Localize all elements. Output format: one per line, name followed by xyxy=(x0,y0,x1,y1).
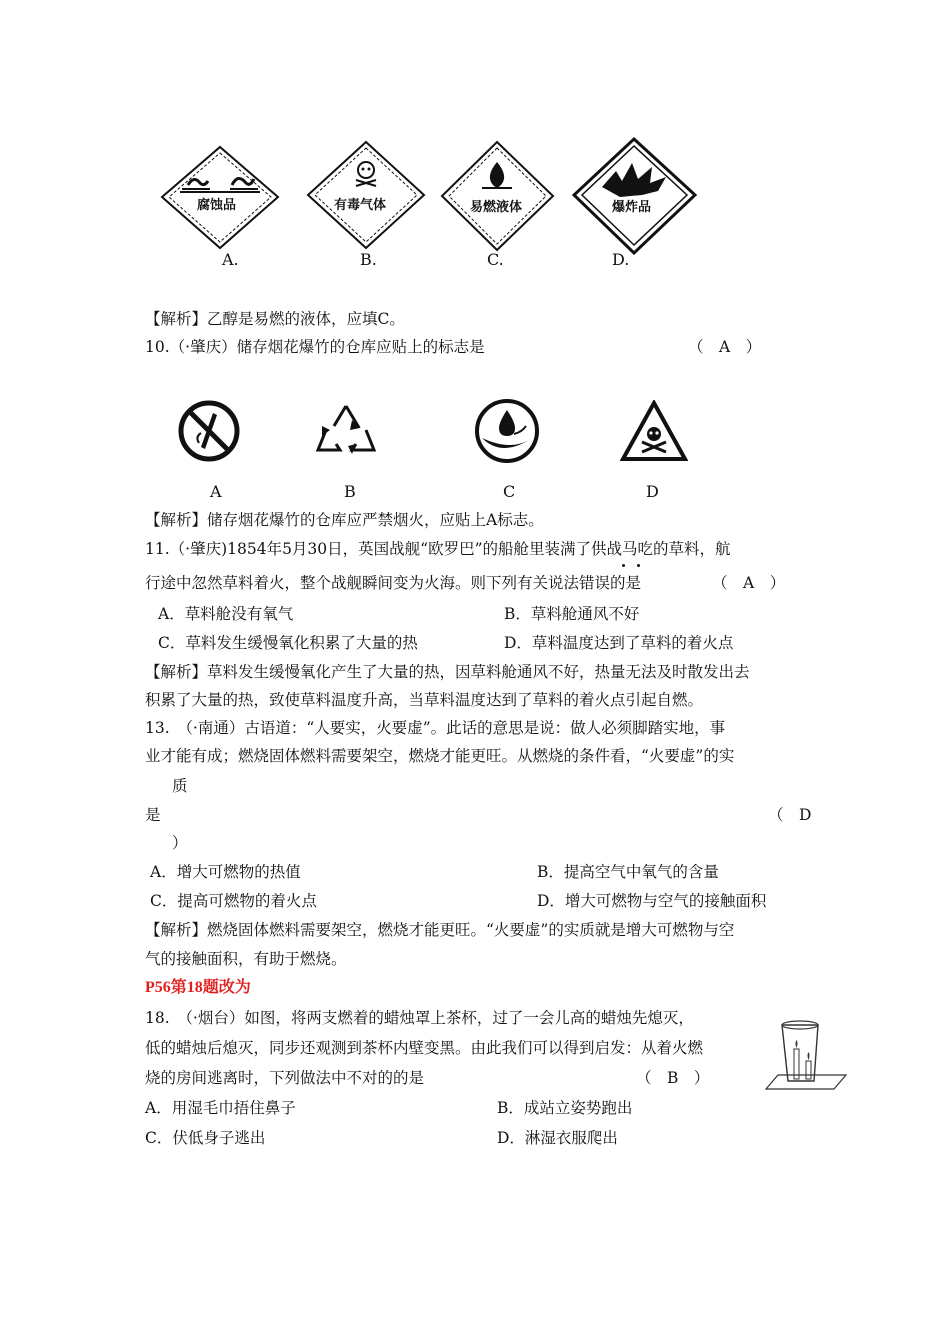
q11-option-d: D．草料温度达到了草料的着火点 xyxy=(504,634,734,652)
q13-analysis-line1: 【解析】燃烧固体燃料需要架空，燃烧才能更旺。“火要虚”的实质就是增大可燃物与空 xyxy=(145,921,735,939)
q13-answer-close: ） xyxy=(172,834,188,852)
no-fire-sign-icon xyxy=(177,399,241,463)
q18-answer: （ B ） xyxy=(636,1069,710,1087)
poison-sign-icon xyxy=(620,400,688,462)
q18-line3: 烧的房间逃离时，下列做法中不对的的是 xyxy=(145,1069,425,1087)
q13-line1: 13. （·南通）古语道：“人要实，火要虚”。此话的意思是说：做人必须脚踏实地，事 xyxy=(145,719,726,737)
q11-answer: （ A ） xyxy=(712,574,786,592)
water-drop-sign-icon xyxy=(472,398,542,464)
q11-line2: 行途中忽然草料着火，整个战舰瞬间变为火海。则下列有关说法错误的是 xyxy=(145,574,642,592)
q18-option-c: C．伏低身子逃出 xyxy=(145,1129,266,1147)
hazard-letter-d: D. xyxy=(612,250,630,269)
hazard-label-flammable-liquid: 易燃液体 xyxy=(470,200,523,215)
q11-line1: 11.（·肇庆)1854年5月30日，英国战舰“欧罗巴”的船舱里装满了供战马吃的草料，航 xyxy=(145,540,731,558)
q13-analysis-line2: 气的接触面积，有助于燃烧。 xyxy=(145,950,347,968)
q13-option-c: C．提高可燃物的着火点 xyxy=(150,892,317,910)
q13-option-d: D．增大可燃物与空气的接触面积 xyxy=(537,892,767,910)
q11-option-c: C．草料发生缓慢氧化积累了大量的热 xyxy=(158,634,418,652)
hazard-label-corrosive: 腐蚀品 xyxy=(197,198,237,213)
q10-letter-a: A xyxy=(210,482,222,501)
q13-option-b: B．提高空气中氧气的含量 xyxy=(537,863,719,881)
q18-line1: 18. （·烟台）如图，将两支燃着的蜡烛罩上茶杯，过了一会儿高的蜡烛先熄灭， xyxy=(145,1009,694,1027)
hazard-letter-b: B. xyxy=(360,250,377,269)
q13-option-a: A．增大可燃物的热值 xyxy=(150,863,301,881)
q13-answer-open: （ D xyxy=(768,806,812,824)
emphasis-dot xyxy=(622,564,625,567)
q10-letter-b: B xyxy=(344,482,356,501)
candles-under-cup-illustration xyxy=(760,1015,850,1095)
q10-answer: （ A ） xyxy=(688,338,762,356)
q13-line2: 业才能有成；燃烧固体燃料需要架空，燃烧才能更旺。从燃烧的条件看，“火要虚”的实 xyxy=(145,747,735,765)
q10-stem: 10.（·肇庆）储存烟花爆竹的仓库应贴上的标志是 xyxy=(145,338,485,356)
q11-analysis-line1: 【解析】草料发生缓慢氧化产生了大量的热，因草料舱通风不好，热量无法及时散发出去 xyxy=(145,663,750,681)
q18-option-b: B．成站立姿势跑出 xyxy=(497,1099,633,1117)
q10-analysis: 【解析】储存烟花爆竹的仓库应严禁烟火，应贴上A标志。 xyxy=(145,511,544,529)
hazard-letter-a: A. xyxy=(222,250,239,269)
q18-option-d: D．淋湿衣服爬出 xyxy=(497,1129,618,1147)
revision-note: P56第18题改为 xyxy=(145,979,251,996)
q18-option-a: A．用湿毛巾捂住鼻子 xyxy=(145,1099,296,1117)
q10-letter-d: D xyxy=(646,482,659,501)
hazard-letter-c: C. xyxy=(487,250,504,269)
q10-letter-c: C xyxy=(503,482,516,501)
q13-line3: 质 xyxy=(172,777,188,795)
q11-analysis-line2: 积累了大量的热，致使草料温度升高，当草料温度达到了草料的着火点引起自燃。 xyxy=(145,691,704,709)
q9-analysis: 【解析】乙醇是易燃的液体，应填C。 xyxy=(145,310,405,328)
q13-line4: 是 xyxy=(145,806,161,824)
hazard-label-explosive: 爆炸品 xyxy=(612,200,652,215)
hazard-label-toxic-gas: 有毒气体 xyxy=(334,198,387,213)
q11-option-a: A．草料舱没有氧气 xyxy=(158,605,294,623)
q11-option-b: B．草料舱通风不好 xyxy=(504,605,640,623)
q18-line2: 低的蜡烛后熄灭，同步还观测到茶杯内壁变黑。由此我们可以得到启发：从着火燃 xyxy=(145,1039,704,1057)
emphasis-dot xyxy=(637,564,640,567)
recycle-sign-icon xyxy=(312,400,380,462)
